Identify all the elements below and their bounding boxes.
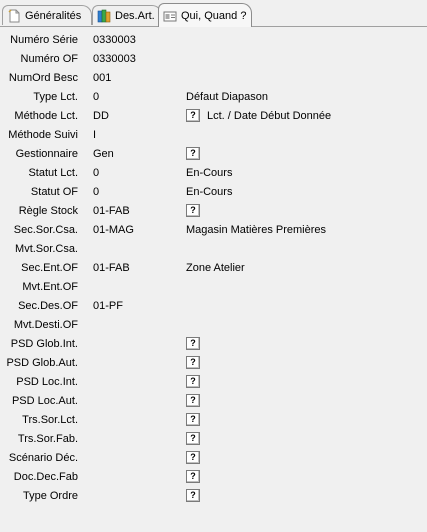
field-value[interactable]: 0 <box>93 91 100 103</box>
field-value[interactable]: Gen <box>93 148 114 160</box>
field-label: Statut Lct. <box>28 167 78 179</box>
form-row <box>0 202 427 221</box>
form-row <box>0 449 427 468</box>
field-value[interactable]: 001 <box>93 72 112 84</box>
field-value[interactable]: 01-FAB <box>93 205 130 217</box>
field-label: NumOrd Besc <box>8 72 78 84</box>
help-lookup-button[interactable]: ? <box>186 337 200 350</box>
field-description: Magasin Matières Premières <box>186 224 326 236</box>
tab-label: Qui, Quand ? <box>181 9 247 22</box>
help-lookup-button[interactable]: ? <box>186 109 200 122</box>
field-value[interactable]: 0 <box>93 167 100 179</box>
field-label: Doc.Dec.Fab <box>13 471 78 483</box>
form-row <box>0 164 427 183</box>
form-row <box>0 259 427 278</box>
field-value[interactable]: I <box>93 129 97 141</box>
form-row <box>0 278 427 297</box>
form-row <box>0 335 427 354</box>
field-value[interactable]: 01-PF <box>93 300 123 312</box>
field-label: Mvt.Desti.OF <box>13 319 78 331</box>
field-description: Zone Atelier <box>186 262 245 274</box>
help-lookup-button[interactable]: ? <box>186 204 200 217</box>
field-label: Sec.Sor.Csa. <box>13 224 78 236</box>
tab-des-art[interactable] <box>92 5 162 25</box>
id-card-icon <box>163 9 177 23</box>
field-label: Sec.Ent.OF <box>21 262 78 274</box>
form-row <box>0 107 427 126</box>
help-lookup-button[interactable]: ? <box>186 413 200 426</box>
form-row <box>0 31 427 50</box>
form-row <box>0 240 427 259</box>
form-row <box>0 297 427 316</box>
field-description: En-Cours <box>186 167 233 179</box>
field-label: Scénario Déc. <box>8 452 78 464</box>
field-value[interactable]: 01-FAB <box>93 262 130 274</box>
field-description: Défaut Diapason <box>186 91 268 103</box>
field-value[interactable]: 0330003 <box>93 34 136 46</box>
help-lookup-button[interactable]: ? <box>186 394 200 407</box>
tab-generalites[interactable] <box>2 5 92 25</box>
field-label: PSD Glob.Int. <box>10 338 78 350</box>
field-description: Lct. / Date Début Donnée <box>207 110 332 122</box>
field-label: Type Ordre <box>22 490 78 502</box>
field-value[interactable]: 0330003 <box>93 53 136 65</box>
document-icon <box>7 9 21 23</box>
field-description: En-Cours <box>186 186 233 198</box>
field-label: Statut OF <box>30 186 78 198</box>
form-row <box>0 468 427 487</box>
field-label: Trs.Sor.Fab. <box>17 433 78 445</box>
field-label: PSD Loc.Aut. <box>11 395 78 407</box>
field-label: Méthode Suivi <box>8 129 78 141</box>
form-row <box>0 487 427 506</box>
help-lookup-button[interactable]: ? <box>186 489 200 502</box>
help-lookup-button[interactable]: ? <box>186 356 200 369</box>
field-value[interactable]: DD <box>93 110 109 122</box>
form-row <box>0 373 427 392</box>
form-row <box>0 221 427 240</box>
field-label: Méthode Lct. <box>14 110 78 122</box>
form-row <box>0 69 427 88</box>
help-lookup-button[interactable]: ? <box>186 470 200 483</box>
field-label: Mvt.Ent.OF <box>22 281 78 293</box>
form-row <box>0 392 427 411</box>
tab-qui-quand[interactable] <box>158 3 252 27</box>
tab-bar <box>0 0 427 26</box>
field-label: Gestionnaire <box>15 148 78 160</box>
books-icon <box>97 9 111 23</box>
form-panel <box>0 26 427 532</box>
field-label: Type Lct. <box>33 91 78 103</box>
field-value[interactable]: 0 <box>93 186 100 198</box>
form-row <box>0 183 427 202</box>
form-row <box>0 88 427 107</box>
field-value[interactable]: 01-MAG <box>93 224 134 236</box>
form-row <box>0 354 427 373</box>
form-row <box>0 126 427 145</box>
field-label: Numéro Série <box>10 34 78 46</box>
form-row <box>0 316 427 335</box>
field-label: PSD Loc.Int. <box>16 376 78 388</box>
form-row <box>0 50 427 69</box>
field-label: Sec.Des.OF <box>18 300 78 312</box>
help-lookup-button[interactable]: ? <box>186 432 200 445</box>
help-lookup-button[interactable]: ? <box>186 375 200 388</box>
field-label: PSD Glob.Aut. <box>6 357 78 369</box>
field-label: Mvt.Sor.Csa. <box>15 243 78 255</box>
field-label: Trs.Sor.Lct. <box>22 414 78 426</box>
field-label: Numéro OF <box>20 53 78 65</box>
field-label: Règle Stock <box>18 205 78 217</box>
help-lookup-button[interactable]: ? <box>186 451 200 464</box>
form-row <box>0 145 427 164</box>
tab-label: Généralités <box>25 9 82 22</box>
tab-label: Des.Art. <box>115 9 155 22</box>
form-row <box>0 411 427 430</box>
form-row <box>0 430 427 449</box>
help-lookup-button[interactable]: ? <box>186 147 200 160</box>
